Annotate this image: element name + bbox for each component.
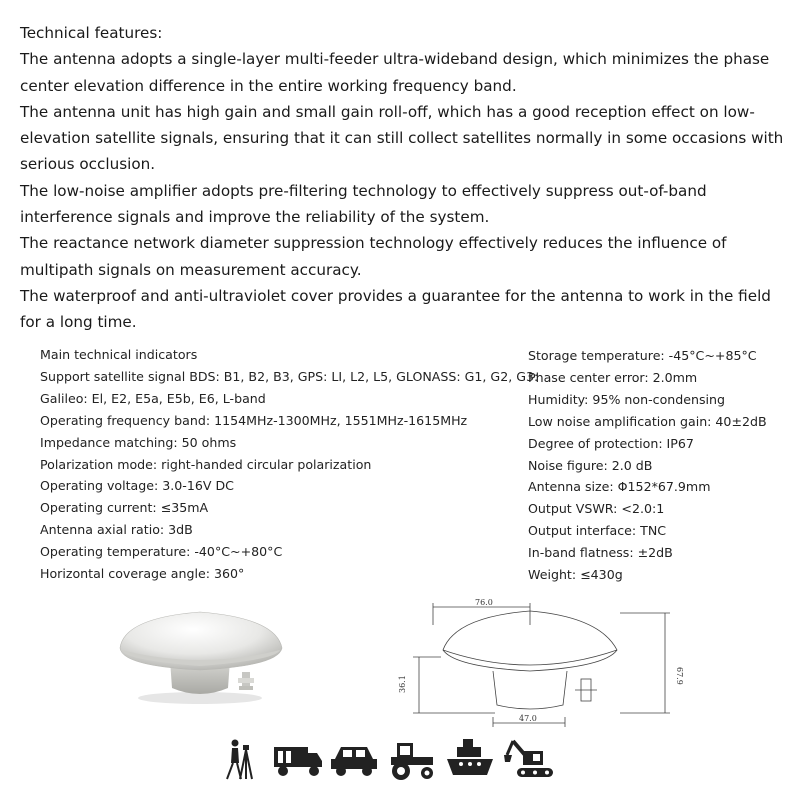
indicator-line: Output VSWR: <2.0:1 [528,501,665,517]
feature-paragraph: The antenna unit has high gain and small gain roll-off, which has a good reception effect on low-elevation satellite signals, ensuring that it can still collect satellites normally in some occasions with serious occlusion. [20,102,784,174]
indicator-line: Galileo: El, E2, E5a, E5b, E6, L-band [40,390,266,406]
technical-features [20,20,790,336]
dimension-height-right: 67.9 [675,667,684,685]
indicator-line: Degree of protection: IP67 [528,435,694,451]
indicator-line: Impedance matching: 50 ohms [40,434,237,450]
feature-paragraph: The reactance network diameter suppression technology effectively reduces the influence of multipath signals on measurement accuracy. [20,234,727,279]
tractor-icon [385,735,440,783]
indicators-left-column [40,344,539,585]
indicator-line: Polarization mode: right-handed circular polarization [40,456,372,472]
truck-icon [270,735,325,783]
indicator-line: Operating temperature: -40°C~+80°C [40,544,283,560]
indicator-line: Antenna size: Φ152*67.9mm [528,479,711,495]
indicator-line: Support satellite signal BDS: B1, B2, B3, GPS: LI, L2, L5, GLONASS: G1, G2, G3: [40,368,539,384]
indicator-line: Operating voltage: 3.0-16V DC [40,478,234,494]
indicator-line: Noise figure: 2.0 dB [528,457,653,473]
application-icons [205,735,575,785]
surveyor-tripod-icon [215,735,270,783]
indicator-line: Phase center error: 2.0mm [528,369,698,385]
indicators-heading: Main technical indicators [40,347,198,362]
dimension-drawing [395,595,695,730]
indicator-line: Horizontal coverage angle: 360° [40,566,245,582]
dimension-top-width: 76.0 [475,598,493,607]
indicator-line: Low noise amplification gain: 40±2dB [528,413,767,429]
dimension-height-left: 36.1 [398,675,407,693]
indicator-line: Operating frequency band: 1154MHz-1300MHz, 1551MHz-1615MHz [40,412,468,428]
indicator-line: In-band flatness: ±2dB [528,545,673,561]
excavator-icon [503,735,558,783]
dimension-base-width: 47.0 [519,714,537,723]
indicators-right-column [528,345,788,586]
car-icon [327,735,382,783]
indicator-line: Antenna axial ratio: 3dB [40,522,193,538]
antenna-photo [100,600,300,710]
ship-icon [443,735,498,783]
feature-paragraph: The antenna adopts a single-layer multi-feeder ultra-wideband design, which minimizes the phase center elevation difference in the entire working frequency band. [20,50,770,95]
feature-paragraph: The low-noise amplifier adopts pre-filtering technology to effectively suppress out-of-band interference signals and improve the reliability of the system. [20,181,707,227]
features-heading: Technical features: [20,24,163,42]
feature-paragraph: The waterproof and anti-ultraviolet cover provides a guarantee for the antenna to work in the field for a long time. [20,286,771,332]
indicator-line: Humidity: 95% non-condensing [528,391,726,407]
indicator-line: Output interface: TNC [528,523,667,539]
indicator-line: Operating current: ≤35mA [40,500,209,516]
indicator-line: Storage temperature: -45°C~+85°C [528,348,757,363]
indicator-line: Weight: ≤430g [528,567,623,583]
